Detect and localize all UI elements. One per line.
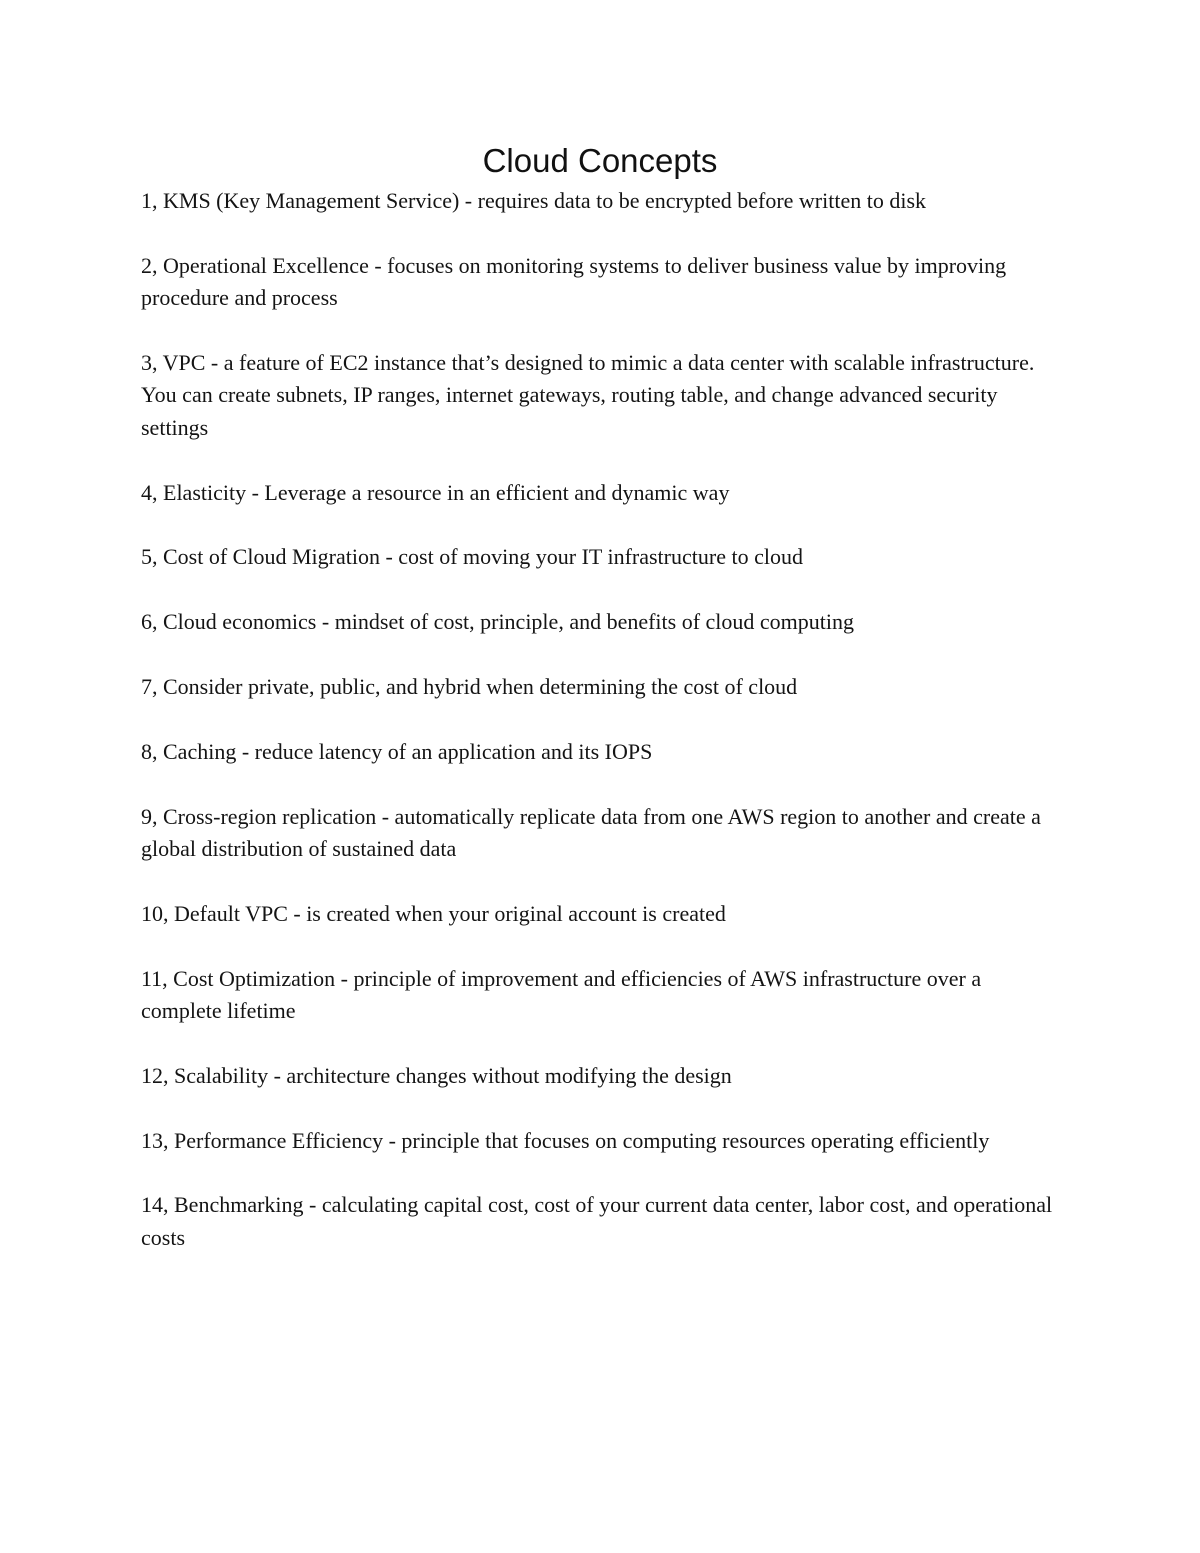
concept-item-14: 14, Benchmarking - calculating capital cost, cost of your current data center, labor cost, and operational costs [141,1192,1053,1250]
concept-item-7: 7, Consider private, public, and hybrid when determining the cost of cloud [141,674,798,699]
concept-item-6: 6, Cloud economics - mindset of cost, principle, and benefits of cloud computing [141,609,855,635]
concept-item-5: 5, Cost of Cloud Migration - cost of moving your IT infrastructure to cloud [141,544,803,570]
concept-item-3: 3, VPC - a feature of EC2 instance that’s designed to mimic a data center with scalable infrastructure. You can create subnets, IP ranges, internet gateways, routing table, and change advanced security settings [141,350,1035,440]
concept-item-8: 8, Caching - reduce latency of an application and its IOPS [141,738,653,764]
concept-item-2: 2, Operational Excellence - focuses on monitoring systems to deliver business value by improving procedure and process [141,252,1007,311]
concept-item-12: 12, Scalability - architecture changes without modifying the design [141,1062,732,1088]
concept-item-9: 9, Cross-region replication - automatically replicate data from one AWS region to another and create a global distribution of sustained data [141,803,1041,861]
concept-item-10: 10, Default VPC - is created when your original account is created [141,900,726,926]
concept-item-4: 4, Elasticity - Leverage a resource in an efficient and dynamic way [141,479,730,505]
concept-item-13: 13, Performance Efficiency - principle that focuses on computing resources operating efficiently [141,1127,990,1153]
concept-list [141,185,1061,1287]
page-title: Cloud Concepts [482,142,718,179]
concept-item-11: 11, Cost Optimization - principle of improvement and efficiencies of AWS infrastructure over a complete lifetime [141,965,982,1023]
concept-item-1: 1, KMS (Key Management Service) - requires data to be encrypted before written to disk [141,188,927,213]
